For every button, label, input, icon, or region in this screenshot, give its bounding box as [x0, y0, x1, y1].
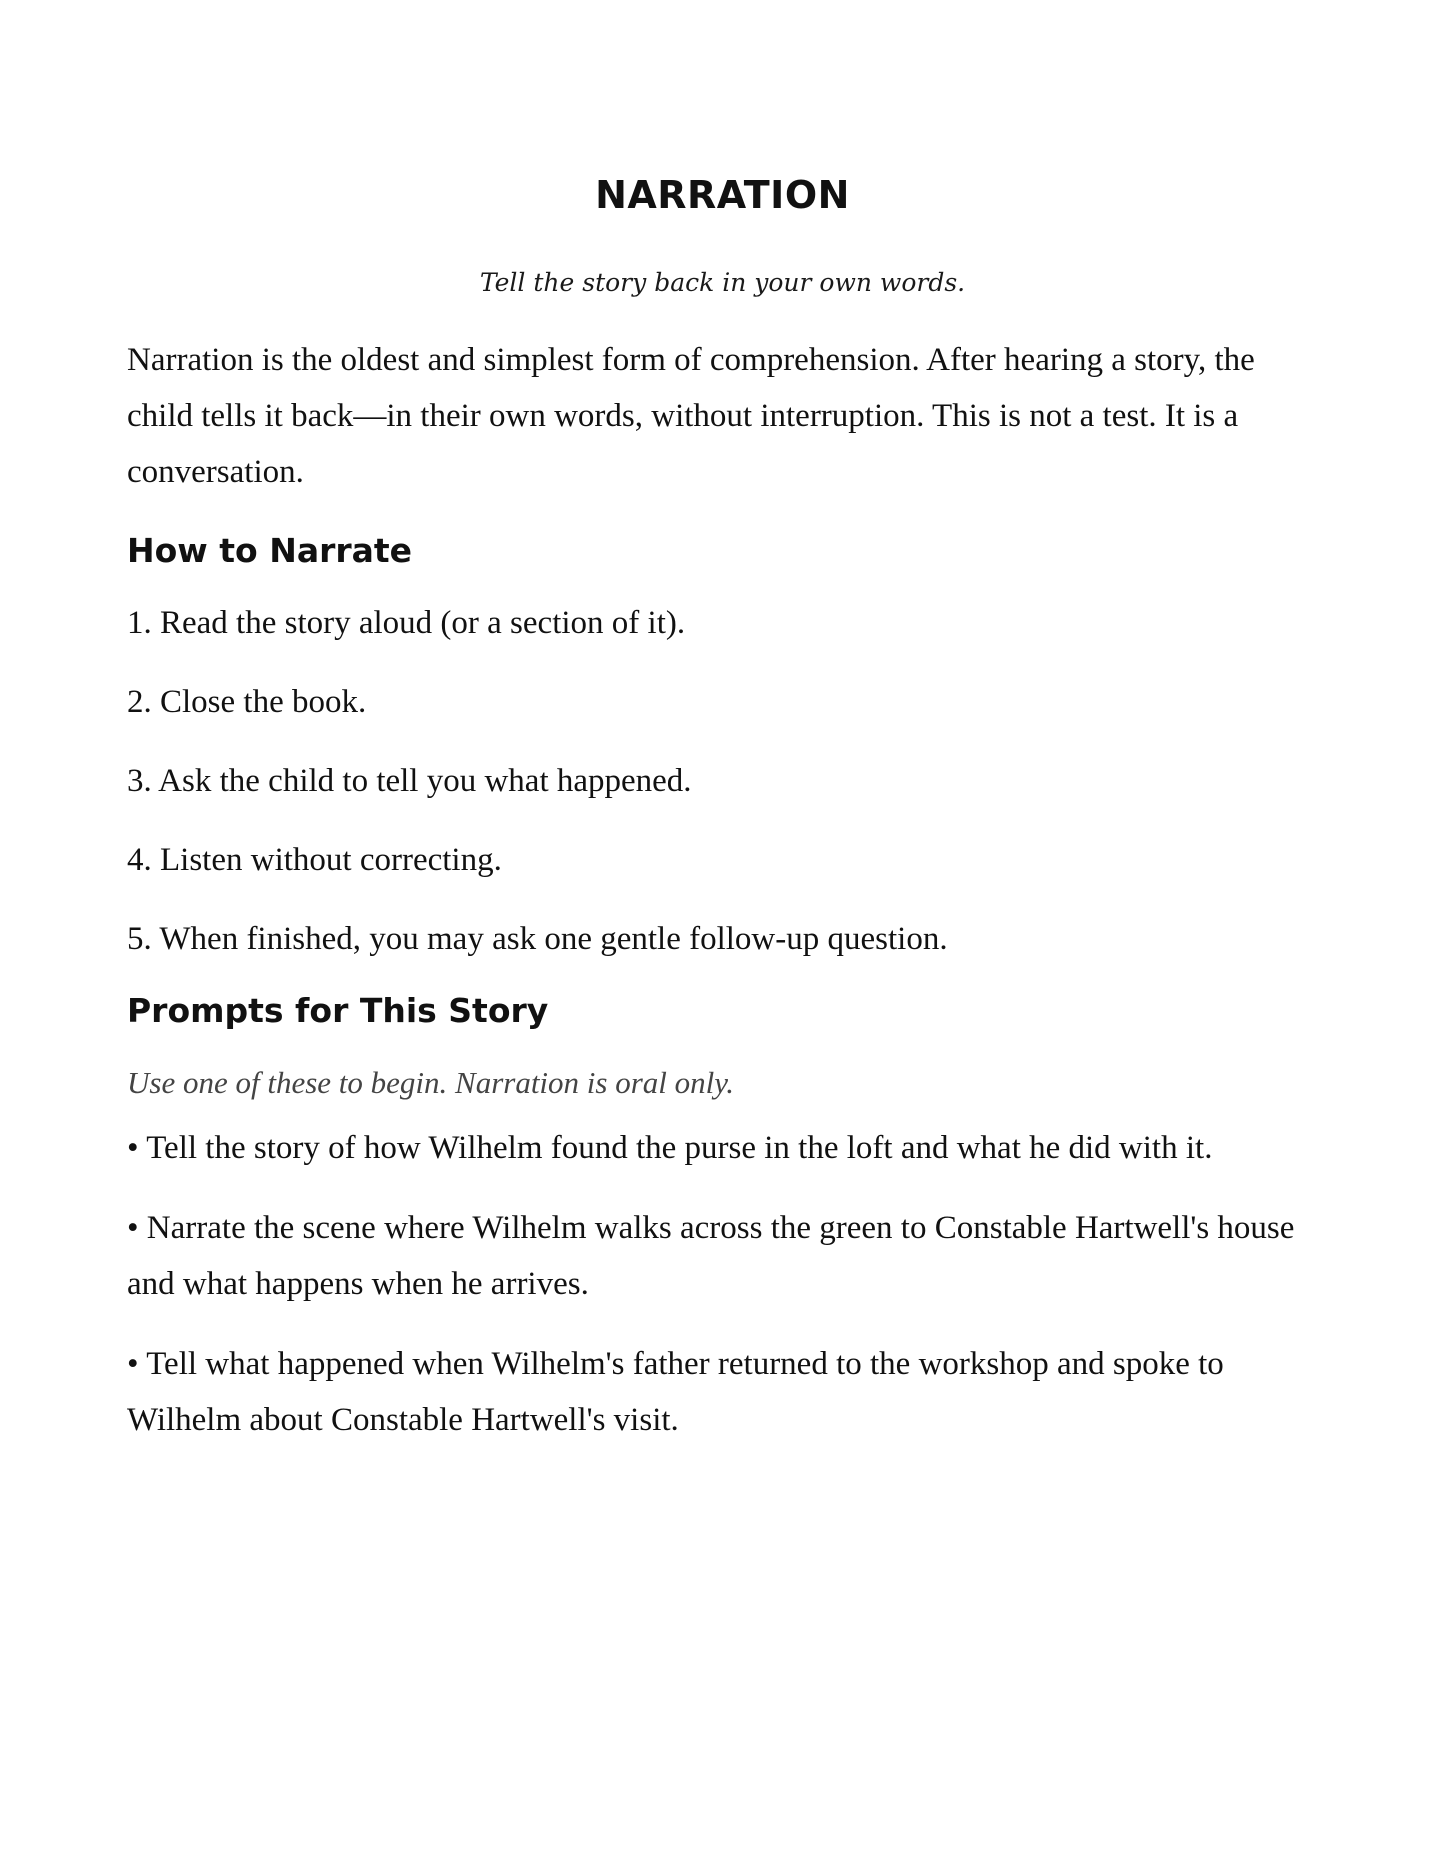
- step-item: 4. Listen without correcting.: [127, 842, 502, 878]
- prompts-note: Use one of these to begin. Narration is oral only.: [127, 1065, 735, 1100]
- intro-paragraph: Narration is the oldest and simplest form of comprehension. After hearing a story, the child tells it back—in their own words, without interruption. This is not a test. It is a conversation.: [127, 342, 1255, 490]
- prompt-item: • Tell the story of how Wilhelm found the purse in the loft and what he did with it.: [127, 1130, 1213, 1166]
- step-item: 1. Read the story aloud (or a section of it).: [127, 605, 686, 641]
- prompts-heading: Prompts for This Story: [127, 991, 549, 1030]
- page-subtitle: Tell the story back in your own words.: [479, 268, 966, 297]
- prompt-item: • Tell what happened when Wilhelm's father returned to the workshop and spoke to Wilhelm about Constable Hartwell's visit.: [127, 1346, 1224, 1438]
- prompt-item: • Narrate the scene where Wilhelm walks across the green to Constable Hartwell's house and what happens when he arrives.: [127, 1210, 1295, 1302]
- step-item: 2. Close the book.: [127, 684, 367, 720]
- page-title: NARRATION: [595, 173, 850, 217]
- content: [127, 332, 1327, 1448]
- steps-list: [127, 602, 1327, 960]
- step-item: 5. When finished, you may ask one gentle follow-up question.: [127, 921, 948, 957]
- how-to-heading: How to Narrate: [127, 531, 413, 570]
- prompts-list: [127, 1120, 1327, 1448]
- step-item: 3. Ask the child to tell you what happened.: [127, 763, 692, 799]
